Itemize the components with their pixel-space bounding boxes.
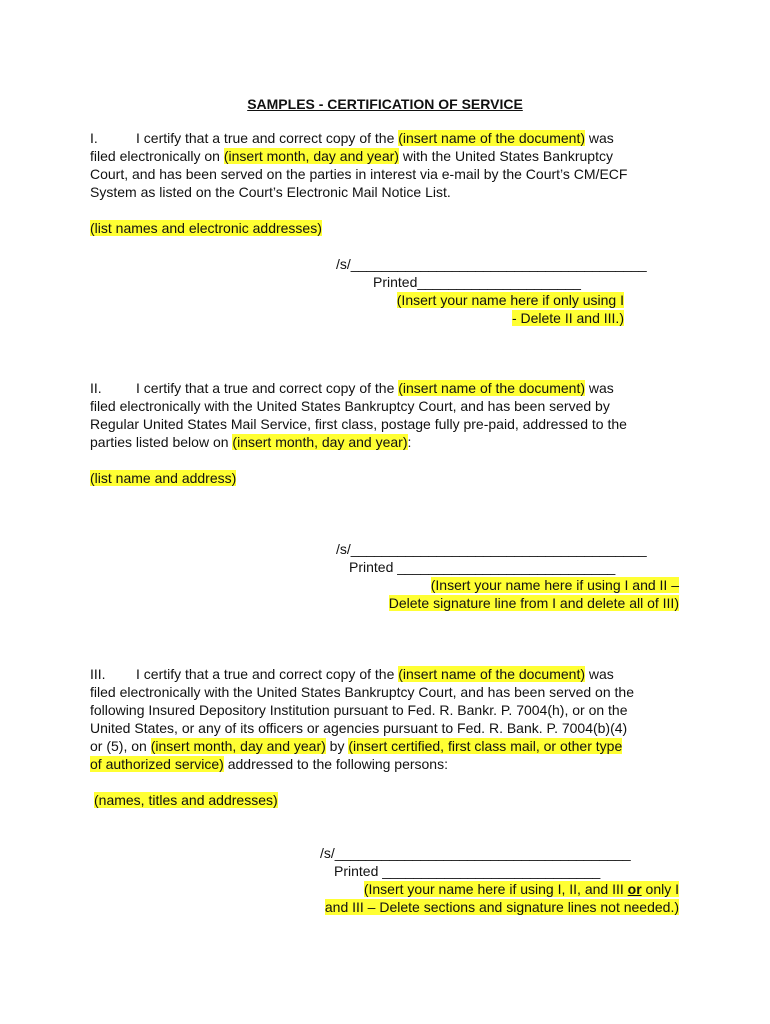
highlight-document-name: (insert name of the document)	[398, 380, 586, 396]
section-1-numeral: I.	[90, 130, 98, 146]
section-2-note-line-2: Delete signature line from I and delete all of III)	[388, 595, 679, 611]
highlight-service-type-cont: of authorized service)	[90, 756, 224, 772]
section-3-note-line-1: (Insert your name here if using I, II, and III or only I	[363, 881, 679, 897]
section-1-note-line-1: (Insert your name here if only using I	[396, 292, 624, 308]
section-2-paragraph: II. I certify that a true and correct copy of the (insert name of the document) was filed electronically with the United States Bankruptcy Court, and has been served by Regular United States Mail Service, first class, postage fully pre-paid, addressed to the parties listed below on (insert month, day and year):	[90, 380, 627, 450]
section-1-printed-line: Printed_____________________	[373, 274, 581, 290]
or-emphasis: or	[627, 881, 642, 897]
highlight-document-name: (insert name of the document)	[398, 666, 586, 682]
section-1-paragraph: I. I certify that a true and correct copy of the (insert name of the document) was filed electronically on (insert month, day and year) with the United States Bankruptcy Court, and has been served on the parties in interest via e-mail by the Court’s CM/ECF System as listed on the Court’s Electronic Mail Notice List.	[90, 130, 628, 200]
section-3-paragraph: III. I certify that a true and correct copy of the (insert name of the document) was filed electronically with the United States Bankruptcy Court, and has been served on the following Insured Depository Institution pursuant to Fed. R. Bankr. P. 7004(h), or on the United States, or any of its officers or agencies pursuant to Fed. R. Bank. P. 7004(b)(4) or (5), on (insert month, day and year) by (insert certified, first class mail, or other type of authorized service) addressed to the following persons:	[90, 666, 634, 772]
section-2-numeral: II.	[90, 380, 102, 396]
section-2-note-line-1: (Insert your name here if using I and II –	[430, 577, 679, 593]
section-3-numeral: III.	[90, 666, 106, 682]
section-3-printed-line: Printed ____________________________	[334, 863, 601, 879]
section-3-list-placeholder: (names, titles and addresses)	[94, 792, 278, 808]
section-2-list-placeholder: (list name and address)	[90, 470, 237, 486]
section-2-signature-line: /s/______________________________________	[336, 541, 647, 557]
section-1-note-line-2: - Delete II and III.)	[511, 310, 624, 326]
highlight-service-type: (insert certified, first class mail, or other type	[348, 738, 623, 754]
section-3-note-line-2: and III – Delete sections and signature lines not needed.)	[324, 899, 679, 915]
highlight-date: (insert month, day and year)	[223, 148, 399, 164]
highlight-date: (insert month, day and year)	[232, 434, 408, 450]
section-1-signature-line: /s/______________________________________	[336, 256, 647, 272]
section-1-list-placeholder: (list names and electronic addresses)	[90, 220, 322, 236]
section-3-signature-line: /s/______________________________________	[320, 845, 631, 861]
highlight-date: (insert month, day and year)	[150, 738, 326, 754]
section-2-printed-line: Printed ____________________________	[349, 559, 616, 575]
highlight-document-name: (insert name of the document)	[398, 130, 586, 146]
document-title: SAMPLES - CERTIFICATION OF SERVICE	[247, 96, 523, 112]
